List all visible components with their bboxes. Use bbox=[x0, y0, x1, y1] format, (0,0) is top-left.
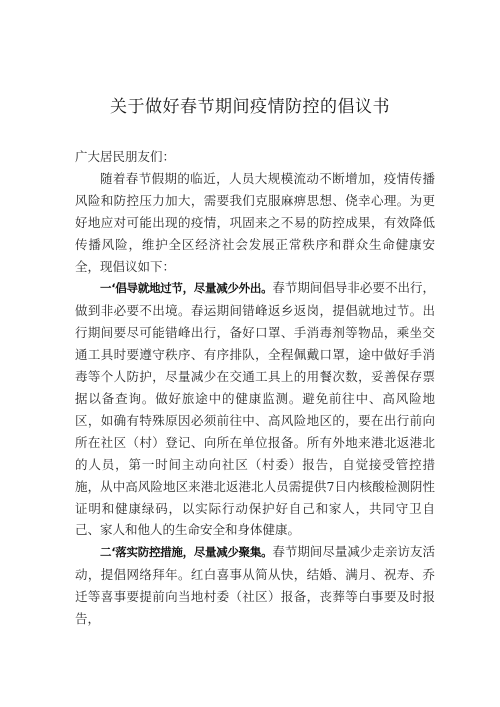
section-1-text: 春节期间倡导非必要不出行，做到非必要不出境。春运期间错峰返乡返岗，提倡就地过节。出行期间要尽可能错峰出行，备好口罩、手消毒剂等物品，乘坐交通工具时要遵守秩序、有序排队，全程佩戴口罩，途中做好手消毒等个人防护，尽量减少在交通工具上的用餐次数，妥善保存票据以备查询。做好旅途中的健康监测。避免前往中、高风险地区，如确有特殊原因必须前往中、高风险地区的，要在出行前向所在社区（村）登记、向所在单位报备。所有外地来港北返港北的人员，第一时间主动向社区（村委）报告，自觉接受管控措施，从中高风险地区来港北返港北人员需提供7日内核酸检测阴性证明和健康绿码，以实际行动保护好自己和家人，共同守卫自己、家人和他人的生命安全和身体健康。 bbox=[75, 280, 435, 538]
section-2-text: 春节期间尽量减少走亲访友活动，提倡网络拜年。红白喜事从简从快，结婚、满月、祝寿、乔迁等喜事要提前向当地村委（社区）报备，丧葬等白事要及时报告， bbox=[75, 544, 435, 627]
section-1-heading: 一‘倡导就地过节，尽量减少外出。 bbox=[100, 281, 273, 296]
section-1 bbox=[75, 277, 435, 541]
document-body bbox=[75, 146, 435, 630]
document-title: 关于做好春节期间疫情防控的倡议书 bbox=[110, 97, 390, 117]
greeting: 广大居民朋友们： bbox=[75, 149, 176, 164]
section-2 bbox=[75, 541, 435, 630]
section-2-heading: 二‘落实防控措施，尽量减少聚集。 bbox=[100, 545, 273, 560]
intro-paragraph: 随着春节假期的临近，人员大规模流动不断增加，疫情传播风险和防控压力加大，需要我们克服麻痹思想、侥幸心理。为更好地应对可能出现的疫情，巩固来之不易的防控成果，有效降低传播风险，维护全区经济社会发展正常秩序和群众生命健康安全，现倡议如下： bbox=[75, 170, 435, 274]
